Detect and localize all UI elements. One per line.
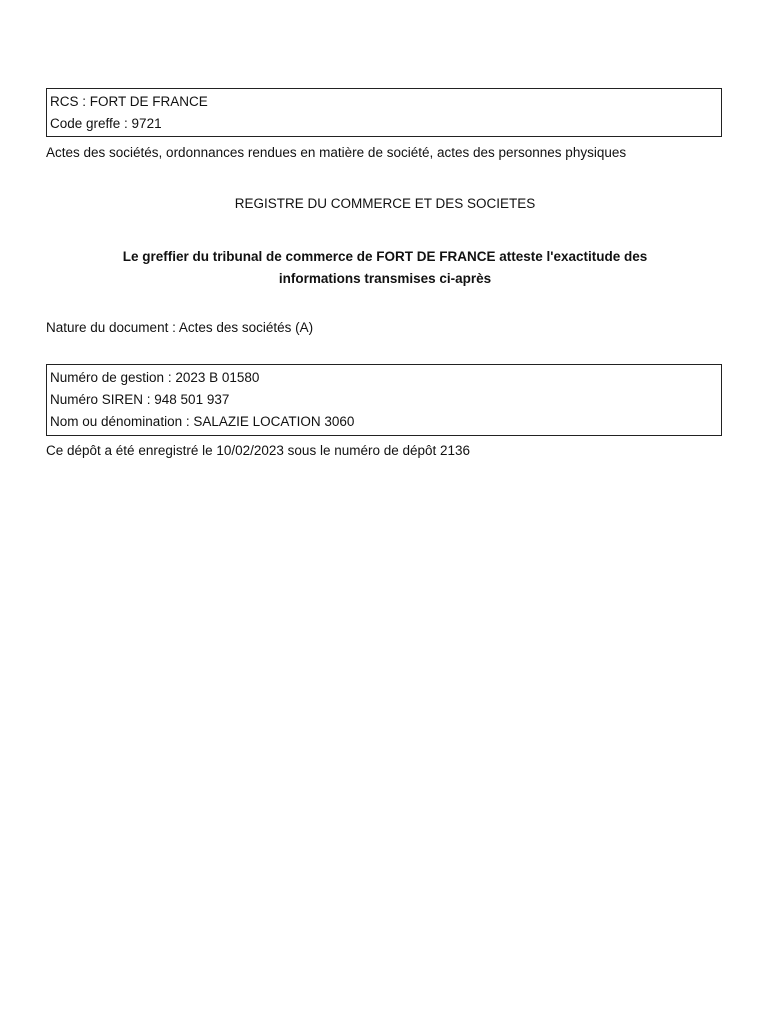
code-greffe-line: Code greffe : 9721 [50, 116, 162, 131]
acts-description: Actes des sociétés, ordonnances rendues en matière de société, actes des personnes physiques [46, 145, 627, 160]
company-name-line: Nom ou dénomination : SALAZIE LOCATION 3060 [50, 414, 355, 429]
attestation-line-1: Le greffier du tribunal de commerce de FORT DE FRANCE atteste l'exactitude des [122, 249, 648, 264]
attestation-statement [0, 246, 770, 290]
gestion-number-line: Numéro de gestion : 2023 B 01580 [50, 370, 260, 385]
rcs-header-box [46, 88, 722, 137]
identification-box [46, 364, 722, 436]
attestation-line-2: informations transmises ci-après [278, 271, 492, 286]
siren-number-line: Numéro SIREN : 948 501 937 [50, 392, 230, 407]
rcs-line: RCS : FORT DE FRANCE [50, 94, 208, 109]
deposit-statement: Ce dépôt a été enregistré le 10/02/2023 sous le numéro de dépôt 2136 [46, 443, 471, 458]
document-nature: Nature du document : Actes des sociétés (A) [46, 320, 314, 335]
registry-title: REGISTRE DU COMMERCE ET DES SOCIETES [234, 196, 536, 211]
